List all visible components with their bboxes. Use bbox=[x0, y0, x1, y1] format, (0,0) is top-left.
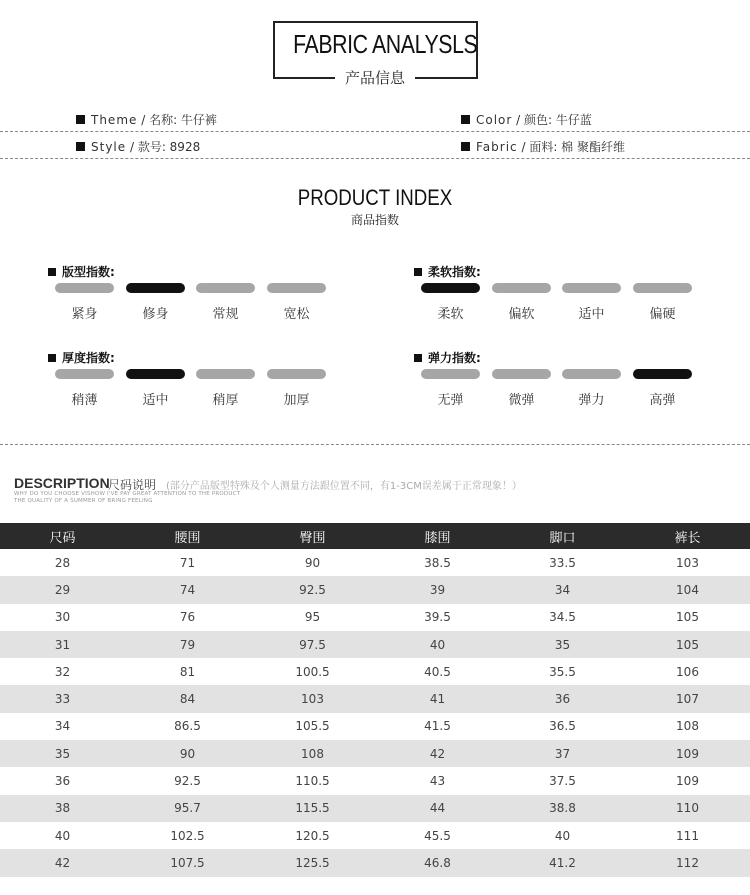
square-bullet-icon bbox=[76, 115, 85, 124]
table-cell: 115.5 bbox=[250, 795, 375, 822]
column-header: 尺码 bbox=[0, 523, 125, 549]
table-cell: 38.8 bbox=[500, 795, 625, 822]
table-cell: 39 bbox=[375, 576, 500, 603]
table-cell: 97.5 bbox=[250, 631, 375, 658]
table-cell: 71 bbox=[125, 549, 250, 576]
index-group-label-text: 版型指数: bbox=[62, 265, 115, 279]
table-cell: 104 bbox=[625, 576, 750, 603]
table-cell: 31 bbox=[0, 631, 125, 658]
description-title-cn: 尺码说明 bbox=[108, 478, 157, 492]
table-cell: 105 bbox=[625, 604, 750, 631]
table-cell: 40 bbox=[500, 822, 625, 849]
table-cell: 105.5 bbox=[250, 713, 375, 740]
index-option-label: 加厚 bbox=[283, 393, 310, 408]
index-bar bbox=[492, 283, 551, 293]
table-cell: 30 bbox=[0, 604, 125, 631]
table-cell: 34 bbox=[500, 576, 625, 603]
table-cell: 36.5 bbox=[500, 713, 625, 740]
table-cell: 36 bbox=[500, 685, 625, 712]
index-option-label: 紧身 bbox=[71, 307, 98, 322]
table-row bbox=[0, 549, 750, 576]
table-cell: 44 bbox=[375, 795, 500, 822]
divider bbox=[0, 444, 750, 445]
index-option-label: 修身 bbox=[142, 307, 169, 322]
index-group-label bbox=[48, 263, 368, 280]
index-bar-selected bbox=[421, 283, 480, 293]
table-cell: 108 bbox=[625, 713, 750, 740]
square-bullet-icon bbox=[76, 142, 85, 151]
index-group-label bbox=[48, 349, 368, 366]
table-cell: 40 bbox=[0, 822, 125, 849]
table-cell: 42 bbox=[375, 740, 500, 767]
info-theme bbox=[76, 111, 217, 128]
square-bullet-icon bbox=[48, 268, 56, 276]
index-group-label-text: 柔软指数: bbox=[428, 265, 481, 279]
table-cell: 125.5 bbox=[250, 849, 375, 876]
table-row bbox=[0, 604, 750, 631]
table-cell: 29 bbox=[0, 576, 125, 603]
table-row bbox=[0, 767, 750, 794]
table-cell: 108 bbox=[250, 740, 375, 767]
table-cell: 35 bbox=[500, 631, 625, 658]
table-cell: 39.5 bbox=[375, 604, 500, 631]
table-row bbox=[0, 685, 750, 712]
table-cell: 38.5 bbox=[375, 549, 500, 576]
square-bullet-icon bbox=[414, 268, 422, 276]
table-cell: 92.5 bbox=[250, 576, 375, 603]
index-option-label: 微弹 bbox=[508, 393, 535, 408]
table-row bbox=[0, 740, 750, 767]
table-cell: 105 bbox=[625, 631, 750, 658]
column-header: 膝围 bbox=[375, 523, 500, 549]
table-cell: 109 bbox=[625, 740, 750, 767]
table-cell: 79 bbox=[125, 631, 250, 658]
table-cell: 46.8 bbox=[375, 849, 500, 876]
table-cell: 120.5 bbox=[250, 822, 375, 849]
index-group-elasticity bbox=[414, 349, 734, 409]
table-cell: 41.5 bbox=[375, 713, 500, 740]
index-bar bbox=[55, 369, 114, 379]
table-cell: 28 bbox=[0, 549, 125, 576]
table-cell: 110.5 bbox=[250, 767, 375, 794]
index-group-label-text: 弹力指数: bbox=[428, 351, 481, 365]
divider bbox=[0, 158, 750, 159]
table-cell: 38 bbox=[0, 795, 125, 822]
table-row bbox=[0, 822, 750, 849]
table-cell: 100.5 bbox=[250, 658, 375, 685]
size-table bbox=[0, 523, 750, 877]
table-cell: 107 bbox=[625, 685, 750, 712]
table-cell: 37 bbox=[500, 740, 625, 767]
table-cell: 76 bbox=[125, 604, 250, 631]
table-cell: 34 bbox=[0, 713, 125, 740]
index-bar bbox=[492, 369, 551, 379]
index-bar-selected bbox=[126, 283, 185, 293]
table-row bbox=[0, 576, 750, 603]
index-group-fit bbox=[48, 263, 368, 323]
index-option-label: 无弹 bbox=[437, 393, 464, 408]
info-style-label: Style bbox=[91, 140, 127, 154]
index-option-label: 稍厚 bbox=[212, 393, 239, 408]
info-fabric bbox=[461, 138, 625, 155]
table-cell: 34.5 bbox=[500, 604, 625, 631]
column-header: 裤长 bbox=[625, 523, 750, 549]
table-cell: 40 bbox=[375, 631, 500, 658]
table-cell: 37.5 bbox=[500, 767, 625, 794]
table-cell: 35.5 bbox=[500, 658, 625, 685]
table-row bbox=[0, 631, 750, 658]
index-option-label: 弹力 bbox=[578, 393, 605, 408]
table-cell: 86.5 bbox=[125, 713, 250, 740]
product-index-subtitle: 商品指数 bbox=[350, 213, 399, 227]
table-cell: 43 bbox=[375, 767, 500, 794]
column-header: 脚口 bbox=[500, 523, 625, 549]
table-cell: 40.5 bbox=[375, 658, 500, 685]
info-theme-value: / 名称: 牛仔裤 bbox=[137, 113, 217, 127]
square-bullet-icon bbox=[414, 354, 422, 362]
info-color-label: Color bbox=[476, 113, 513, 127]
table-cell: 95.7 bbox=[125, 795, 250, 822]
index-bar bbox=[421, 369, 480, 379]
table-cell: 84 bbox=[125, 685, 250, 712]
table-cell: 95 bbox=[250, 604, 375, 631]
index-group-thickness bbox=[48, 349, 368, 409]
table-cell: 109 bbox=[625, 767, 750, 794]
description-title-en: DESCRIPTION bbox=[14, 475, 110, 491]
table-cell: 90 bbox=[125, 740, 250, 767]
index-group-label bbox=[414, 263, 734, 280]
table-cell: 42 bbox=[0, 849, 125, 876]
index-group-softness bbox=[414, 263, 734, 323]
table-cell: 45.5 bbox=[375, 822, 500, 849]
table-cell: 33.5 bbox=[500, 549, 625, 576]
square-bullet-icon bbox=[48, 354, 56, 362]
index-bar-selected bbox=[633, 369, 692, 379]
header-title: FABRIC ANALYSLS bbox=[293, 29, 478, 59]
table-cell: 107.5 bbox=[125, 849, 250, 876]
index-option-label: 高弹 bbox=[649, 393, 676, 408]
table-cell: 36 bbox=[0, 767, 125, 794]
index-option-label: 稍薄 bbox=[71, 393, 98, 408]
table-row bbox=[0, 658, 750, 685]
divider bbox=[0, 131, 750, 132]
index-option-label: 柔软 bbox=[437, 307, 464, 322]
index-option-label: 适中 bbox=[142, 393, 169, 408]
table-cell: 110 bbox=[625, 795, 750, 822]
index-bar bbox=[196, 283, 255, 293]
table-row bbox=[0, 713, 750, 740]
description-small-line-1: WHY DO YOU CHOOSE VISHOW I'VE PAY GREAT ATTENTION TO THE PRODUCT bbox=[14, 491, 241, 497]
description-small-line-2: THE QUALITY OF A SUMMER OF BRING FEELING bbox=[14, 498, 153, 504]
index-option-label: 偏硬 bbox=[649, 307, 676, 322]
table-cell: 32 bbox=[0, 658, 125, 685]
index-group-label-text: 厚度指数: bbox=[62, 351, 115, 365]
index-bar bbox=[562, 283, 621, 293]
index-bar-selected bbox=[126, 369, 185, 379]
table-cell: 111 bbox=[625, 822, 750, 849]
description-note: (部分产品版型特殊及个人测量方法跟位置不同，有1-3CM误差属于正常现象！） bbox=[166, 481, 522, 492]
index-option-label: 宽松 bbox=[283, 307, 310, 322]
info-theme-label: Theme bbox=[91, 113, 138, 127]
table-cell: 106 bbox=[625, 658, 750, 685]
index-bar bbox=[562, 369, 621, 379]
table-cell: 103 bbox=[625, 549, 750, 576]
info-color bbox=[461, 111, 592, 128]
table-cell: 41 bbox=[375, 685, 500, 712]
header-subtitle: 产品信息 bbox=[335, 67, 415, 88]
index-option-label: 适中 bbox=[578, 307, 605, 322]
index-bar bbox=[55, 283, 114, 293]
table-cell: 33 bbox=[0, 685, 125, 712]
index-group-label bbox=[414, 349, 734, 366]
index-option-label: 常规 bbox=[212, 307, 239, 322]
table-cell: 81 bbox=[125, 658, 250, 685]
table-cell: 35 bbox=[0, 740, 125, 767]
info-fabric-value: / 面料: 棉 聚酯纤维 bbox=[517, 140, 625, 154]
index-bar bbox=[267, 283, 326, 293]
product-index-title: PRODUCT INDEX bbox=[297, 185, 453, 210]
table-row bbox=[0, 849, 750, 876]
info-color-value: / 颜色: 牛仔蓝 bbox=[512, 113, 592, 127]
table-cell: 102.5 bbox=[125, 822, 250, 849]
index-bar bbox=[633, 283, 692, 293]
table-cell: 103 bbox=[250, 685, 375, 712]
size-table-header bbox=[0, 523, 750, 549]
table-cell: 112 bbox=[625, 849, 750, 876]
index-bar bbox=[196, 369, 255, 379]
table-cell: 90 bbox=[250, 549, 375, 576]
table-cell: 74 bbox=[125, 576, 250, 603]
table-cell: 41.2 bbox=[500, 849, 625, 876]
info-style-value: / 款号: 8928 bbox=[126, 140, 201, 154]
info-style bbox=[76, 138, 200, 155]
index-option-label: 偏软 bbox=[508, 307, 535, 322]
column-header: 腰围 bbox=[125, 523, 250, 549]
table-row bbox=[0, 795, 750, 822]
index-bar bbox=[267, 369, 326, 379]
column-header: 臀围 bbox=[250, 523, 375, 549]
info-fabric-label: Fabric bbox=[476, 140, 518, 154]
table-cell: 92.5 bbox=[125, 767, 250, 794]
square-bullet-icon bbox=[461, 115, 470, 124]
square-bullet-icon bbox=[461, 142, 470, 151]
